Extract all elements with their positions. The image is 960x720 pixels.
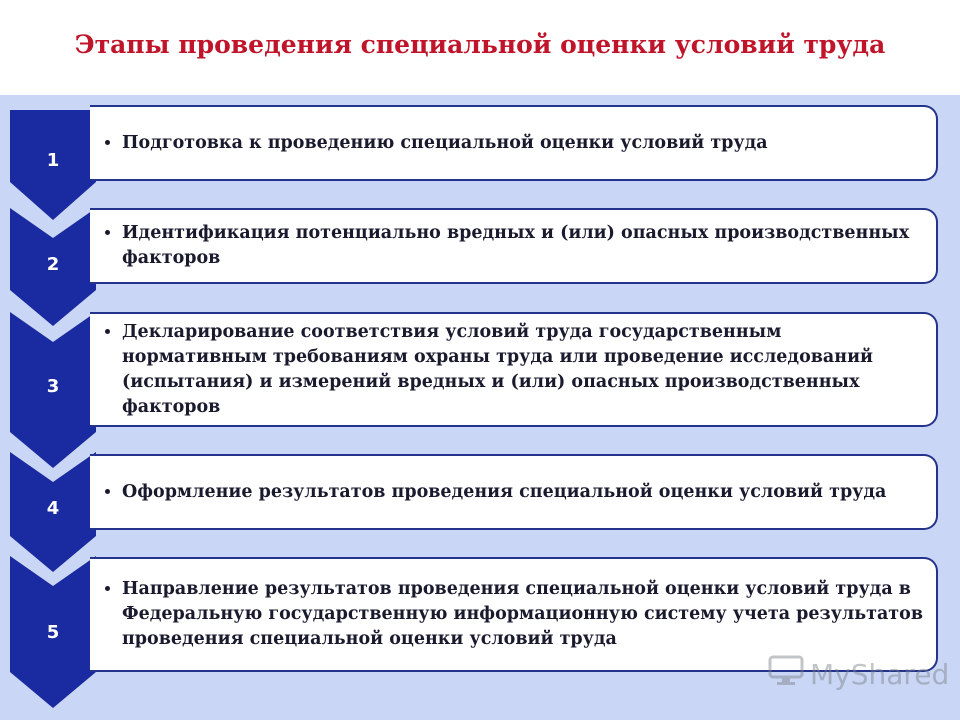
step-1-box [90,105,938,181]
step-1-text: • Подготовка к проведению специальной оценки условий труда [122,131,768,156]
step-4-number: 4 [46,498,60,519]
step-3-text: • Декларирование соответствия условий труда государственным нормативным требованиям охраны труда или проведение исследований (испытания) и измерений вредных и (или) опасных производственных факторов [122,320,926,420]
step-2-box [90,208,938,284]
step-4-chevron [10,452,96,572]
step-2-chevron [10,208,96,326]
step-3-box [90,312,938,427]
watermark [768,655,949,694]
watermark-text: MyShared [810,658,950,691]
step-5-chevron [10,556,96,708]
page-title: Этапы проведения специальной оценки условий труда [74,30,886,59]
step-3-number: 3 [46,376,60,397]
step-3-chevron [10,312,96,468]
step-5-number: 5 [46,622,60,643]
step-4-text: • Оформление результатов проведения специальной оценки условий труда [122,480,886,505]
step-2-number: 2 [46,254,60,275]
step-1-chevron [10,110,96,220]
step-1-number: 1 [46,150,60,171]
step-4-box [90,454,938,530]
step-5-text: • Направление результатов проведения специальной оценки условий труда в Федеральную государственную информационную систему учета результатов проведения специальной оценки условий труда [122,577,926,652]
monitor-icon [768,655,804,694]
step-2-text: • Идентификация потенциально вредных и (или) опасных производственных факторов [122,221,926,271]
